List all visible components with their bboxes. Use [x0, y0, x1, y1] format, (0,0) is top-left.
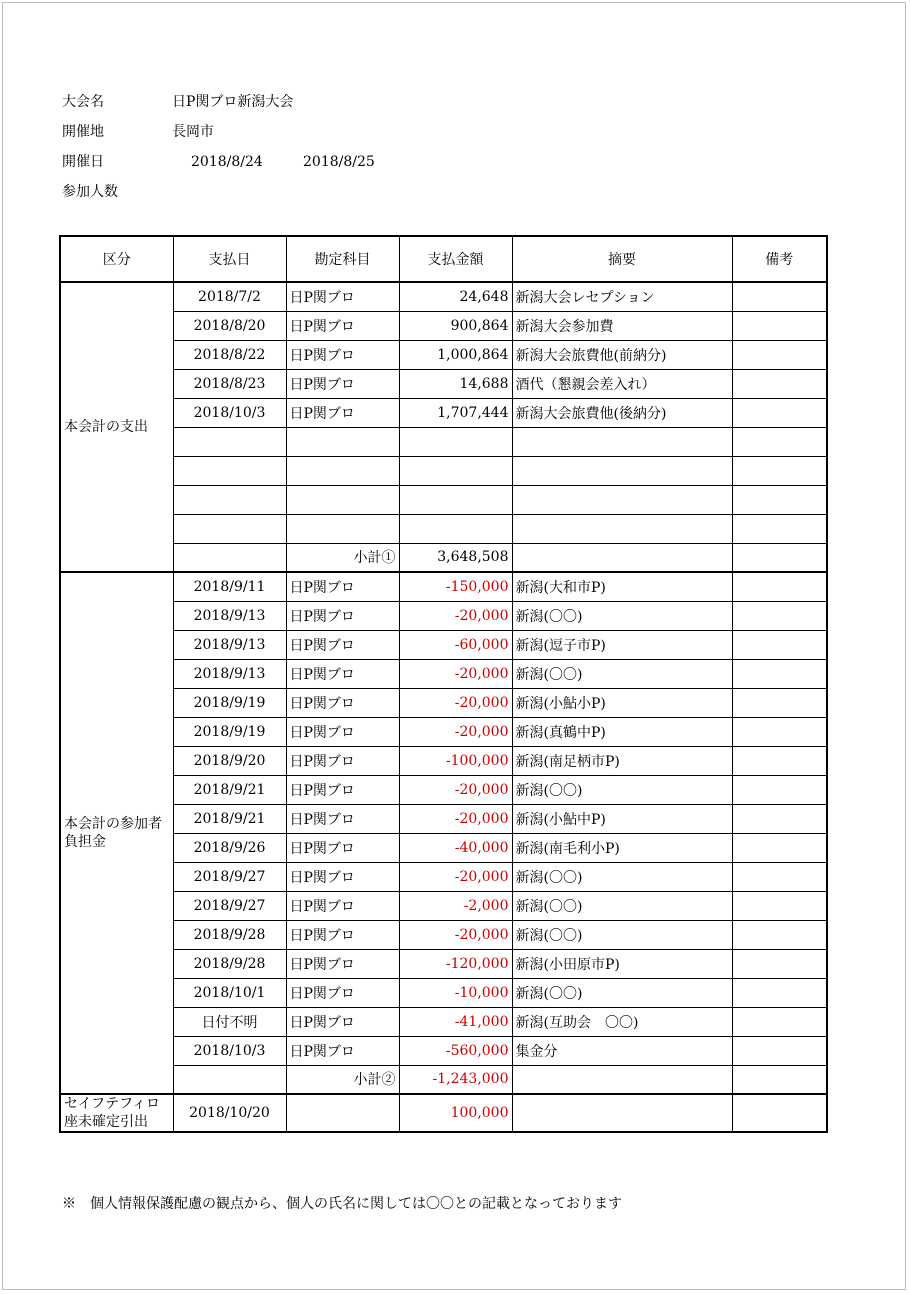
amount-cell: -20,000	[399, 862, 512, 891]
table-row	[60, 630, 827, 659]
account-cell: 日P関ブロ	[286, 398, 399, 427]
table-row	[60, 978, 827, 1007]
remarks-cell	[732, 311, 827, 340]
header-pay-date: 支払日	[173, 236, 286, 282]
header-description: 摘要	[512, 236, 732, 282]
remarks-cell	[732, 456, 827, 485]
table-row	[60, 485, 827, 514]
description-cell: 新潟(逗子市P)	[512, 630, 732, 659]
subtotal-date-blank	[173, 1065, 286, 1094]
subtotal-row	[60, 543, 827, 572]
pay-date-cell: 2018/8/23	[173, 369, 286, 398]
amount-cell: -20,000	[399, 601, 512, 630]
remarks-cell	[732, 514, 827, 543]
ledger-body	[60, 282, 827, 1132]
pay-date-cell: 2018/9/27	[173, 891, 286, 920]
description-cell: 新潟(〇〇)	[512, 862, 732, 891]
description-cell: 新潟(〇〇)	[512, 891, 732, 920]
pay-date-cell: 2018/9/21	[173, 775, 286, 804]
table-row	[60, 746, 827, 775]
amount-cell: -20,000	[399, 717, 512, 746]
remarks-cell	[732, 427, 827, 456]
table-row	[60, 920, 827, 949]
account-cell	[286, 1094, 399, 1132]
account-cell: 日P関ブロ	[286, 891, 399, 920]
remarks-cell	[732, 717, 827, 746]
description-cell	[512, 456, 732, 485]
remarks-cell	[732, 601, 827, 630]
account-cell: 日P関ブロ	[286, 369, 399, 398]
amount-cell	[399, 427, 512, 456]
pay-date-cell: 2018/9/21	[173, 804, 286, 833]
account-cell: 日P関ブロ	[286, 282, 399, 311]
table-row	[60, 1094, 827, 1132]
pay-date-cell: 2018/9/28	[173, 949, 286, 978]
remarks-cell	[732, 688, 827, 717]
subtotal-remarks-blank	[732, 1065, 827, 1094]
amount-cell: -20,000	[399, 920, 512, 949]
account-cell: 日P関ブロ	[286, 311, 399, 340]
pay-date-cell: 2018/9/20	[173, 746, 286, 775]
subtotal-remarks-blank	[732, 543, 827, 572]
pay-date-cell	[173, 456, 286, 485]
table-row	[60, 456, 827, 485]
account-cell: 日P関ブロ	[286, 833, 399, 862]
pay-date-cell	[173, 427, 286, 456]
account-cell: 日P関ブロ	[286, 601, 399, 630]
amount-cell: 900,864	[399, 311, 512, 340]
amount-cell: -60,000	[399, 630, 512, 659]
description-cell: 新潟大会参加費	[512, 311, 732, 340]
table-row	[60, 775, 827, 804]
remarks-cell	[732, 630, 827, 659]
remarks-cell	[732, 369, 827, 398]
description-cell: 新潟大会旅費他(後納分)	[512, 398, 732, 427]
account-cell: 日P関ブロ	[286, 1036, 399, 1065]
description-cell: 新潟(小鮎中P)	[512, 804, 732, 833]
amount-cell: 24,648	[399, 282, 512, 311]
remarks-cell	[732, 1036, 827, 1065]
category-cell: セイフテフィロ座未確定引出	[60, 1094, 173, 1132]
amount-cell: -20,000	[399, 659, 512, 688]
account-cell	[286, 427, 399, 456]
privacy-note: ※ 個人情報保護配慮の観点から、個人の氏名に関しては〇〇との記載となっております	[62, 1196, 622, 1212]
amount-cell	[399, 456, 512, 485]
description-cell: 新潟(南足柄市P)	[512, 746, 732, 775]
account-cell	[286, 456, 399, 485]
header-account: 勘定科目	[286, 236, 399, 282]
amount-cell: -100,000	[399, 746, 512, 775]
table-row	[60, 398, 827, 427]
table-row	[60, 891, 827, 920]
remarks-cell	[732, 659, 827, 688]
description-cell	[512, 485, 732, 514]
account-cell: 日P関ブロ	[286, 804, 399, 833]
amount-cell: -120,000	[399, 949, 512, 978]
pay-date-cell: 2018/9/19	[173, 717, 286, 746]
date-start: 2018/8/24	[191, 154, 263, 170]
account-cell: 日P関ブロ	[286, 746, 399, 775]
date-label: 開催日	[62, 154, 104, 170]
pay-date-cell: 2018/9/19	[173, 688, 286, 717]
pay-date-cell: 2018/10/1	[173, 978, 286, 1007]
pay-date-cell: 2018/9/11	[173, 572, 286, 601]
event-name-value: 日P関ブロ新潟大会	[172, 94, 294, 110]
remarks-cell	[732, 1007, 827, 1036]
description-cell: 新潟(大和市P)	[512, 572, 732, 601]
pay-date-cell: 2018/9/13	[173, 659, 286, 688]
subtotal-row	[60, 1065, 827, 1094]
account-cell	[286, 514, 399, 543]
amount-cell: -20,000	[399, 775, 512, 804]
remarks-cell	[732, 282, 827, 311]
remarks-cell	[732, 485, 827, 514]
table-row	[60, 427, 827, 456]
account-cell: 日P関ブロ	[286, 688, 399, 717]
pay-date-cell: 2018/10/3	[173, 1036, 286, 1065]
amount-cell: -150,000	[399, 572, 512, 601]
table-row	[60, 601, 827, 630]
amount-cell	[399, 514, 512, 543]
table-row	[60, 659, 827, 688]
table-row	[60, 1007, 827, 1036]
description-cell: 新潟大会旅費他(前納分)	[512, 340, 732, 369]
subtotal-desc-blank	[512, 543, 732, 572]
table-row	[60, 833, 827, 862]
amount-cell: -41,000	[399, 1007, 512, 1036]
table-row	[60, 804, 827, 833]
pay-date-cell: 2018/10/20	[173, 1094, 286, 1132]
subtotal-label: 小計①	[286, 543, 399, 572]
table-row	[60, 282, 827, 311]
remarks-cell	[732, 833, 827, 862]
account-cell: 日P関ブロ	[286, 978, 399, 1007]
description-cell: 新潟(〇〇)	[512, 659, 732, 688]
header-category: 区分	[60, 236, 173, 282]
account-cell: 日P関ブロ	[286, 920, 399, 949]
amount-cell: -560,000	[399, 1036, 512, 1065]
subtotal-date-blank	[173, 543, 286, 572]
amount-cell: -20,000	[399, 688, 512, 717]
pay-date-cell: 2018/9/28	[173, 920, 286, 949]
description-cell	[512, 427, 732, 456]
pay-date-cell: 2018/10/3	[173, 398, 286, 427]
table-row	[60, 949, 827, 978]
remarks-cell	[732, 891, 827, 920]
remarks-cell	[732, 862, 827, 891]
table-row	[60, 688, 827, 717]
pay-date-cell	[173, 485, 286, 514]
header-amount: 支払金額	[399, 236, 512, 282]
amount-cell: 14,688	[399, 369, 512, 398]
venue-value: 長岡市	[172, 124, 214, 140]
remarks-cell	[732, 340, 827, 369]
table-row	[60, 369, 827, 398]
pay-date-cell: 2018/9/27	[173, 862, 286, 891]
amount-cell: -2,000	[399, 891, 512, 920]
description-cell: 集金分	[512, 1036, 732, 1065]
subtotal-amount: 3,648,508	[399, 543, 512, 572]
remarks-cell	[732, 746, 827, 775]
account-cell: 日P関ブロ	[286, 659, 399, 688]
account-cell	[286, 485, 399, 514]
account-cell: 日P関ブロ	[286, 1007, 399, 1036]
amount-cell: 1,707,444	[399, 398, 512, 427]
pay-date-cell: 2018/9/26	[173, 833, 286, 862]
description-cell: 新潟(互助会 〇〇)	[512, 1007, 732, 1036]
amount-cell: 1,000,864	[399, 340, 512, 369]
account-cell: 日P関ブロ	[286, 775, 399, 804]
remarks-cell	[732, 949, 827, 978]
header-remarks: 備考	[732, 236, 827, 282]
category-cell: 本会計の参加者負担金	[60, 572, 173, 1094]
table-row	[60, 311, 827, 340]
category-cell: 本会計の支出	[60, 282, 173, 572]
description-cell: 新潟大会レセプション	[512, 282, 732, 311]
table-row	[60, 717, 827, 746]
account-cell: 日P関ブロ	[286, 949, 399, 978]
account-cell: 日P関ブロ	[286, 862, 399, 891]
remarks-cell	[732, 398, 827, 427]
pay-date-cell: 2018/9/13	[173, 601, 286, 630]
subtotal-desc-blank	[512, 1065, 732, 1094]
table-row	[60, 340, 827, 369]
table-row	[60, 1036, 827, 1065]
description-cell	[512, 1094, 732, 1132]
expense-ledger-table	[59, 235, 828, 1133]
description-cell: 新潟(真鶴中P)	[512, 717, 732, 746]
description-cell: 新潟(小田原市P)	[512, 949, 732, 978]
account-cell: 日P関ブロ	[286, 572, 399, 601]
pay-date-cell: 2018/7/2	[173, 282, 286, 311]
table-row	[60, 862, 827, 891]
description-cell: 新潟(〇〇)	[512, 920, 732, 949]
account-cell: 日P関ブロ	[286, 340, 399, 369]
description-cell	[512, 514, 732, 543]
pay-date-cell	[173, 514, 286, 543]
pay-date-cell: 日付不明	[173, 1007, 286, 1036]
remarks-cell	[732, 572, 827, 601]
table-row	[60, 572, 827, 601]
remarks-cell	[732, 978, 827, 1007]
remarks-cell	[732, 920, 827, 949]
remarks-cell	[732, 1094, 827, 1132]
description-cell: 新潟(〇〇)	[512, 978, 732, 1007]
table-header-row	[60, 236, 827, 282]
description-cell: 新潟(小鮎小P)	[512, 688, 732, 717]
account-cell: 日P関ブロ	[286, 630, 399, 659]
participants-label: 参加人数	[62, 184, 118, 200]
date-end: 2018/8/25	[303, 154, 375, 170]
table-row	[60, 514, 827, 543]
subtotal-amount: -1,243,000	[399, 1065, 512, 1094]
description-cell: 新潟(南毛利小P)	[512, 833, 732, 862]
pay-date-cell: 2018/9/13	[173, 630, 286, 659]
event-name-label: 大会名	[62, 94, 104, 110]
venue-label: 開催地	[62, 124, 104, 140]
subtotal-label: 小計②	[286, 1065, 399, 1094]
description-cell: 新潟(〇〇)	[512, 601, 732, 630]
description-cell: 新潟(〇〇)	[512, 775, 732, 804]
remarks-cell	[732, 804, 827, 833]
amount-cell	[399, 485, 512, 514]
description-cell: 酒代（懇親会差入れ）	[512, 369, 732, 398]
amount-cell: -20,000	[399, 804, 512, 833]
pay-date-cell: 2018/8/20	[173, 311, 286, 340]
amount-cell: -10,000	[399, 978, 512, 1007]
remarks-cell	[732, 775, 827, 804]
pay-date-cell: 2018/8/22	[173, 340, 286, 369]
amount-cell: 100,000	[399, 1094, 512, 1132]
account-cell: 日P関ブロ	[286, 717, 399, 746]
amount-cell: -40,000	[399, 833, 512, 862]
